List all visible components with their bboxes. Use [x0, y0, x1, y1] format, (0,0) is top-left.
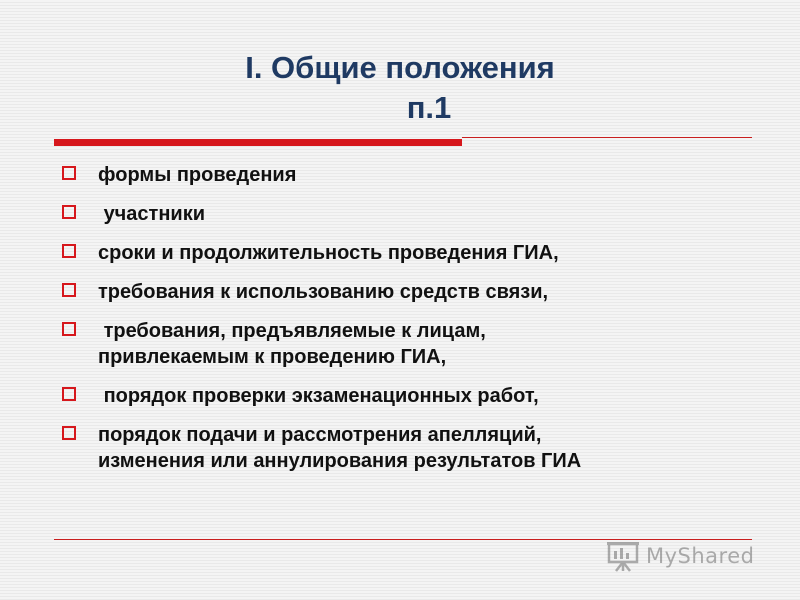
title-underline-thick [54, 139, 462, 146]
bullet-text: сроки и продолжительность проведения ГИА, [98, 242, 559, 264]
bullet-text: требования, предъявляемые к лицам, привлекаемым к проведению ГИА, [98, 320, 486, 368]
bullet-item [60, 422, 760, 474]
slide-title-section: п.1 [406, 90, 452, 125]
square-bullet-icon [62, 426, 76, 440]
square-bullet-icon [62, 387, 76, 401]
bullet-text: порядок проверки экзаменационных работ, [98, 385, 539, 407]
square-bullet-icon [62, 166, 76, 180]
square-bullet-icon [62, 205, 76, 219]
slide-title-main: I. Общие положения [245, 50, 555, 85]
bullet-item [60, 201, 760, 227]
bullet-item [60, 318, 760, 370]
square-bullet-icon [62, 322, 76, 336]
square-bullet-icon [62, 283, 76, 297]
bullet-text: формы проведения [98, 164, 297, 186]
presentation-board-icon [606, 539, 640, 573]
myshared-watermark[interactable] [606, 536, 754, 576]
bullet-text: порядок подачи и рассмотрения апелляций, изменения или аннулирования результатов ГИА [98, 424, 582, 472]
bullet-text: участники [98, 203, 206, 225]
bullet-text: требования к использованию средств связи, [98, 281, 549, 303]
bullet-item [60, 162, 760, 188]
bullet-item [60, 383, 760, 409]
bullet-item [60, 279, 760, 305]
title-underline-thin [462, 137, 752, 138]
bullet-item [60, 240, 760, 266]
watermark-text: MyShared [646, 544, 755, 568]
square-bullet-icon [62, 244, 76, 258]
bullet-list [60, 162, 760, 487]
slide-title [150, 48, 650, 128]
